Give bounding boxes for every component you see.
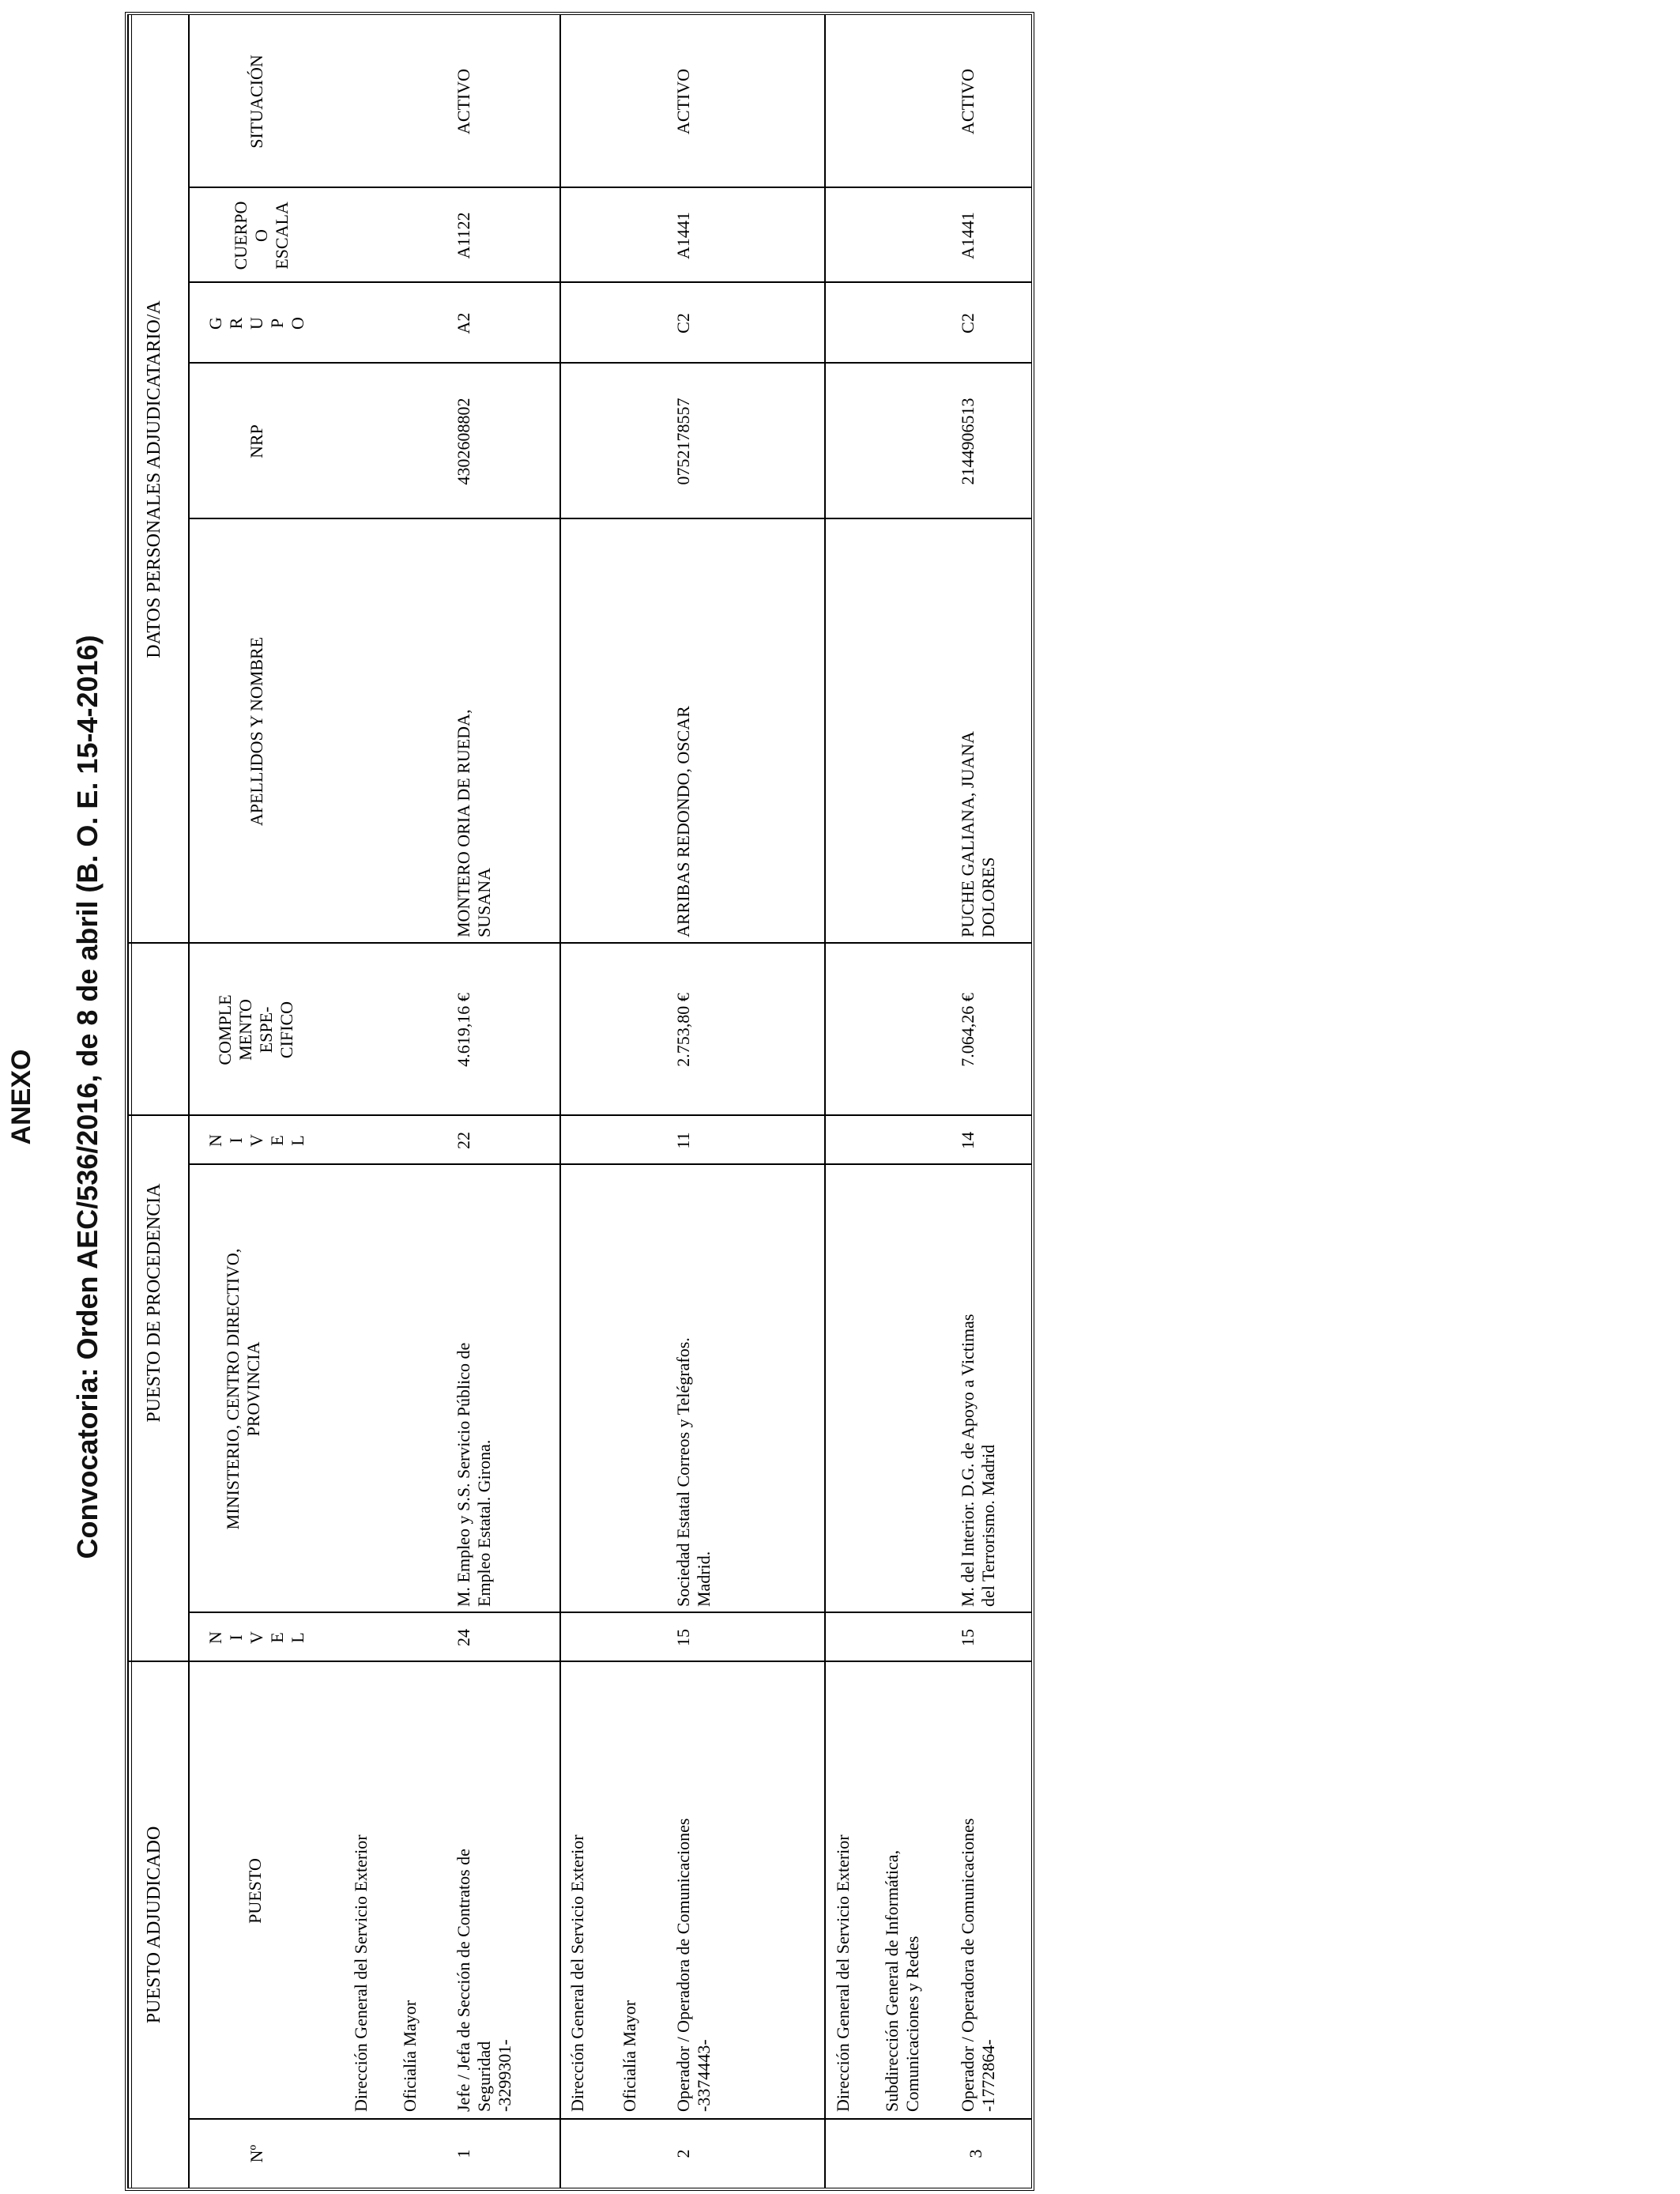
row-2-apellidos: ARRIBAS REDONDO, OSCAR — [673, 706, 693, 937]
group-header-divider — [188, 15, 190, 2188]
column-header-cuerpo: CUERPO O ESCALA — [231, 201, 292, 270]
row-2-nivel-procedencia: 11 — [673, 1132, 693, 1149]
column-header-puesto: PUESTO — [245, 1858, 265, 1924]
column-header-complemento: COMPLE MENTO ESPE- CIFICO — [215, 994, 296, 1065]
document-subtitle: Convocatoria: Orden AEC/536/2016, de 8 de abril (B. O. E. 15-4-2016) — [71, 635, 104, 1559]
row-2-puesto: Operador / Operadora de Comunicaciones -3374443- — [673, 1818, 714, 2112]
row-3-nrp: 2144906513 — [958, 398, 977, 485]
column-header-nivel: N I V E L — [205, 1631, 307, 1644]
row-2-nivel: 15 — [673, 1629, 693, 1646]
row-1-ministerio: M. Empleo y S.S. Servicio Público de Empleo Estatal. Girona. — [454, 1342, 494, 1607]
row-1-unit-line-2: Oficialía Mayor — [400, 2000, 420, 2112]
row-2-num: 2 — [673, 2149, 693, 2158]
row-1-apellidos: MONTERO ORIA DE RUEDA, SUSANA — [454, 709, 494, 937]
column-header-ministerio: MINISTERIO, CENTRO DIRECTIVO, PROVINCIA — [223, 1248, 263, 1530]
column-header-num: Nº — [247, 2144, 266, 2163]
row-divider-2 — [824, 15, 826, 2188]
row-1-complemento: 4.619,16 € — [454, 993, 473, 1067]
row-1-situacion: ACTIVO — [454, 68, 473, 135]
row-1-nivel-procedencia: 22 — [454, 1132, 473, 1149]
row-3-nivel: 15 — [958, 1629, 977, 1646]
row-1-unit-line-1: Dirección General del Servicio Exterior — [351, 1834, 371, 2112]
row-1-nrp: 4302608802 — [454, 398, 473, 485]
row-3-cuerpo: A1441 — [958, 212, 977, 259]
column-header-apellidos: APELLIDOS Y NOMBRE — [247, 636, 266, 827]
header-body-divider — [128, 15, 132, 2188]
col-divider-grupo-cuerpo — [188, 281, 1031, 283]
row-3-grupo: C2 — [958, 313, 977, 334]
row-divider-1 — [559, 15, 561, 2188]
row-1-grupo: A2 — [454, 312, 473, 334]
column-header-nrp: NRP — [247, 424, 266, 458]
col-divider-cuerpo-situacion — [188, 187, 1031, 188]
row-3-apellidos: PUCHE GALIANA, JUANA DOLORES — [958, 731, 998, 937]
row-3-num: 3 — [966, 2149, 985, 2158]
row-3-nivel-procedencia: 14 — [958, 1132, 977, 1149]
row-2-unit-line-1: Dirección General del Servicio Exterior — [567, 1834, 587, 2112]
group-header-datos-personales: DATOS PERSONALES ADJUDICATARIO/A — [144, 300, 164, 658]
row-1-nivel: 24 — [454, 1629, 473, 1646]
row-3-situacion: ACTIVO — [958, 68, 977, 135]
document-title: ANEXO — [6, 1049, 36, 1145]
col-divider-num — [188, 2118, 1031, 2120]
row-2-unit-line-2: Oficialía Mayor — [620, 2000, 639, 2112]
row-2-ministerio: Sociedad Estatal Correos y Telégrafos. Madrid. — [673, 1337, 714, 1607]
row-3-ministerio: M. del Interior. D.G. de Apoyo a Victimas del Terrorismo. Madrid — [958, 1314, 998, 1607]
row-2-cuerpo: A1441 — [673, 212, 693, 259]
column-header-grupo: G R U P O — [205, 317, 307, 330]
col-divider-apellidos-nrp — [188, 518, 1031, 519]
row-1-cuerpo: A1122 — [454, 212, 473, 259]
col-divider-ministerio-nivel — [188, 1163, 1031, 1165]
row-2-nrp: 0752178557 — [673, 398, 693, 485]
column-header-situacion: SITUACIÓN — [247, 55, 266, 149]
col-divider-nivel-ministerio — [188, 1612, 1031, 1613]
row-2-complemento: 2.753,80 € — [673, 993, 693, 1067]
row-3-unit-line-2: Subdirección General de Informática, Comunicaciones y Redes — [882, 1849, 922, 2112]
col-divider-nrp-grupo — [188, 362, 1031, 364]
row-3-complemento: 7.064,26 € — [958, 993, 977, 1067]
annex-table — [125, 12, 1034, 2191]
group-header-puesto-procedencia: PUESTO DE PROCEDENCIA — [144, 1183, 164, 1423]
column-header-nivel-procedencia: N I V E L — [205, 1134, 307, 1147]
row-3-unit-line-1: Dirección General del Servicio Exterior — [833, 1834, 853, 2112]
row-1-num: 1 — [454, 2149, 473, 2158]
row-1-puesto: Jefe / Jefa de Sección de Contratos de Seguridad -3299301- — [454, 1849, 514, 2112]
row-3-puesto: Operador / Operadora de Comunicaciones -1772864- — [958, 1818, 998, 2112]
row-2-grupo: C2 — [673, 313, 693, 334]
group-header-puesto-adjudicado: PUESTO ADJUDICADO — [144, 1826, 164, 2024]
row-2-situacion: ACTIVO — [673, 68, 693, 135]
